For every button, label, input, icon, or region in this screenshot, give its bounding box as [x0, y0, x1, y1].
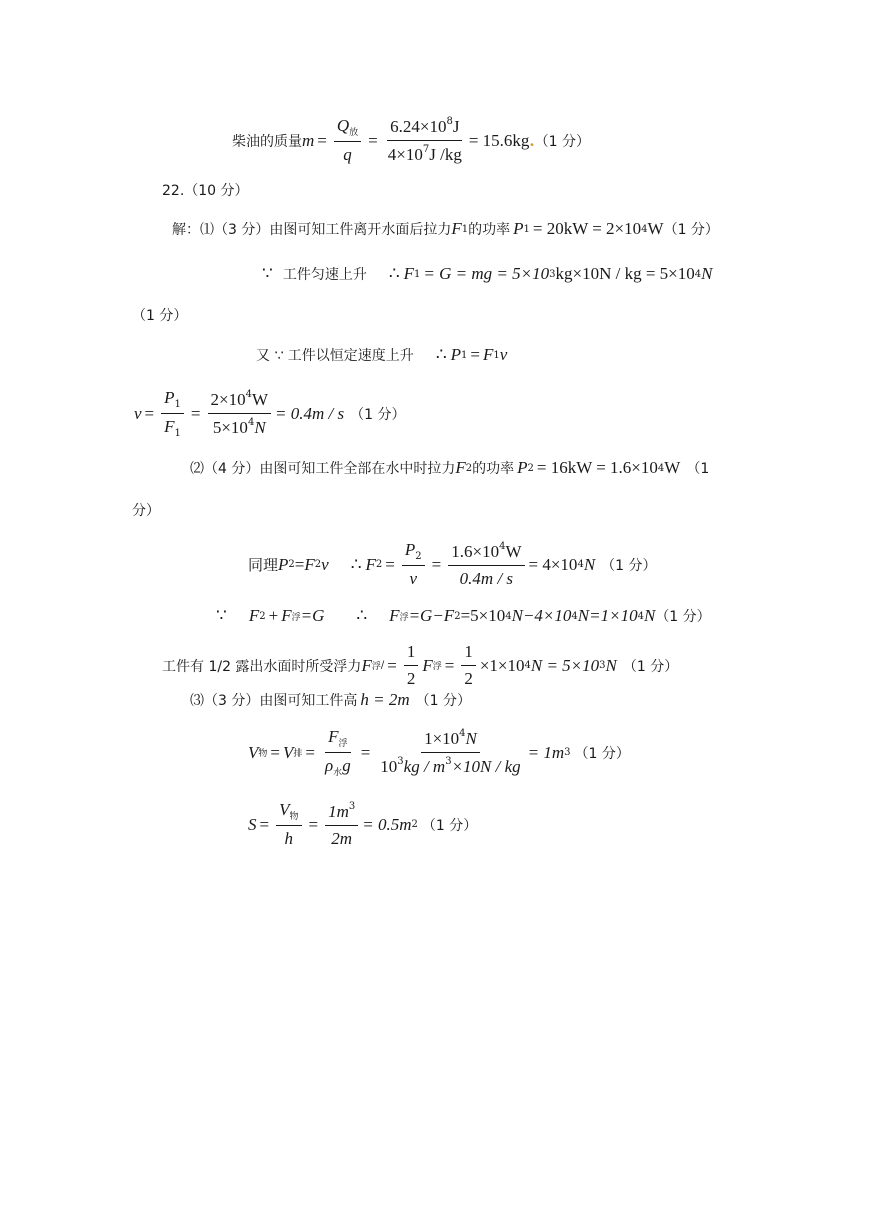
volume-value-fraction: $\frac{1\times 10^4N}{10^3kg / m^3\times 10N / kg}$: [380, 728, 521, 776]
heat-over-q-fraction: $\frac{Q_放}{q}$: [334, 116, 361, 165]
line-velocity: v = $\frac{P_1}{F_1}$ = $\frac{2\times 10^4W}{5\times 10^4N}$ = 0.4m / s （1 分）: [134, 388, 406, 439]
score-mark: （1 分）: [663, 222, 719, 238]
line-uniform-lift: ∵ 工件匀速上升 ∴ F 1 = G = mg = 5×10 3 kg×10N / kg = 5×10 4 N: [262, 264, 713, 283]
diesel-mass-result: = 15.6kg: [468, 130, 530, 150]
score-mark: （1 分）: [534, 133, 591, 150]
half-fraction: $\frac{1}{2}$: [404, 642, 419, 689]
heat-value-fraction: $\frac{6.24\times 10^8J}{4\times 10^7J /kg}$: [387, 116, 462, 164]
score-mark-line: （1 分）: [132, 308, 188, 324]
line-part1-power: 解：⑴（3 分）由图可知工件离开水面后拉力 F 1 的功率 P 1 = 20kW = 2×10 4 W （1 分）: [172, 219, 719, 238]
because-symbol: ∵: [216, 606, 227, 625]
therefore-symbol: ∴: [356, 606, 368, 625]
line-similarly-f2: 同理 P 2 = F 2 v ∴ F 2 = $\frac{P_2}{v}$ = $\frac{1.6\times 10^4W}{0.4m / s}$ = 4×10 4 N （1 分）: [248, 540, 657, 588]
line-part2-power: ⑵（4 分）由图可知工件全部在水中时拉力 F 2 的功率 P 2 = 16kW = 1.6×10 4 W （1: [190, 458, 710, 477]
line-volume: V 物 = V 排 = $\frac{F_浮}{\rho_水g}$ = $\frac{1\times 10^4N}{10^3kg / m^3\times 10N / kg}$ = 1m 3 （1 分）: [248, 727, 630, 778]
score-mark: （1 分）: [655, 609, 711, 625]
score-mark: （1 分）: [415, 693, 471, 709]
because-symbol: ∵: [262, 264, 273, 283]
line-half-exposed-buoyancy: 工件有 1/2 露出水面时所受浮力 F 浮 / = $\frac{1}{2}$ F 浮 = $\frac{1}{2}$ ×1×10 4 N = 5×10 3 N （1 分）: [162, 642, 679, 688]
line-buoyancy-balance: ∵ F 2 + F 浮 =G ∴ F 浮 =G−F 2 =5×10 4 N−4×10 4 N=1×10 4 N （1 分）: [216, 606, 711, 625]
score-mark: （1 分）: [601, 557, 657, 574]
line-area: S = $\frac{V_物}{h}$ = $\frac{1m^3}{2m}$ = 0.5m 2 （1 分）: [248, 800, 478, 848]
area-value-fraction: $\frac{1m^3}{2m}$: [325, 801, 358, 849]
p1-over-f1-fraction: $\frac{P_1}{F_1}$: [161, 388, 184, 439]
score-mark-continuation: 分）: [132, 503, 160, 519]
therefore-symbol: ∴: [435, 345, 447, 364]
highlight-dot: .: [529, 131, 535, 150]
line-diesel-mass: 柴油的质量 m = $\frac{Q_放}{q}$ = $\frac{6.24\times 10^8J}{4\times 10^7J /kg}$ = 15.6kg . （1 分）: [232, 116, 591, 164]
problem-22-header: 22.（10 分）: [162, 183, 249, 199]
p2-over-v-fraction: $\frac{P_2}{v}$: [402, 540, 425, 589]
diesel-mass-label: 柴油的质量: [232, 133, 302, 150]
therefore-symbol: ∴: [388, 264, 400, 283]
score-mark: （1 分）: [622, 658, 679, 675]
line-constant-speed: 又 ∵ 工件以恒定速度上升 ∴ P 1 = F 1 v: [256, 345, 508, 364]
score-mark: （1 分）: [350, 406, 406, 423]
score-mark: （1 分）: [421, 817, 478, 834]
score-mark: （1 分）: [574, 745, 630, 762]
volume-over-height-fraction: $\frac{V_物}{h}$: [276, 800, 301, 849]
f2-value-fraction: $\frac{1.6\times 10^4W}{0.4m / s}$: [448, 541, 524, 589]
half-fraction: $\frac{1}{2}$: [461, 642, 476, 689]
velocity-value-fraction: $\frac{2\times 10^4W}{5\times 10^4N}$: [208, 389, 272, 438]
buoyancy-over-rho-g-fraction: $\frac{F_浮}{\rho_水g}$: [325, 727, 351, 778]
line-part3-height: ⑶（3 分）由图可知工件高 h = 2m （1 分）: [190, 690, 471, 709]
therefore-symbol: ∴: [350, 554, 362, 574]
score-mark: （1: [686, 461, 710, 477]
